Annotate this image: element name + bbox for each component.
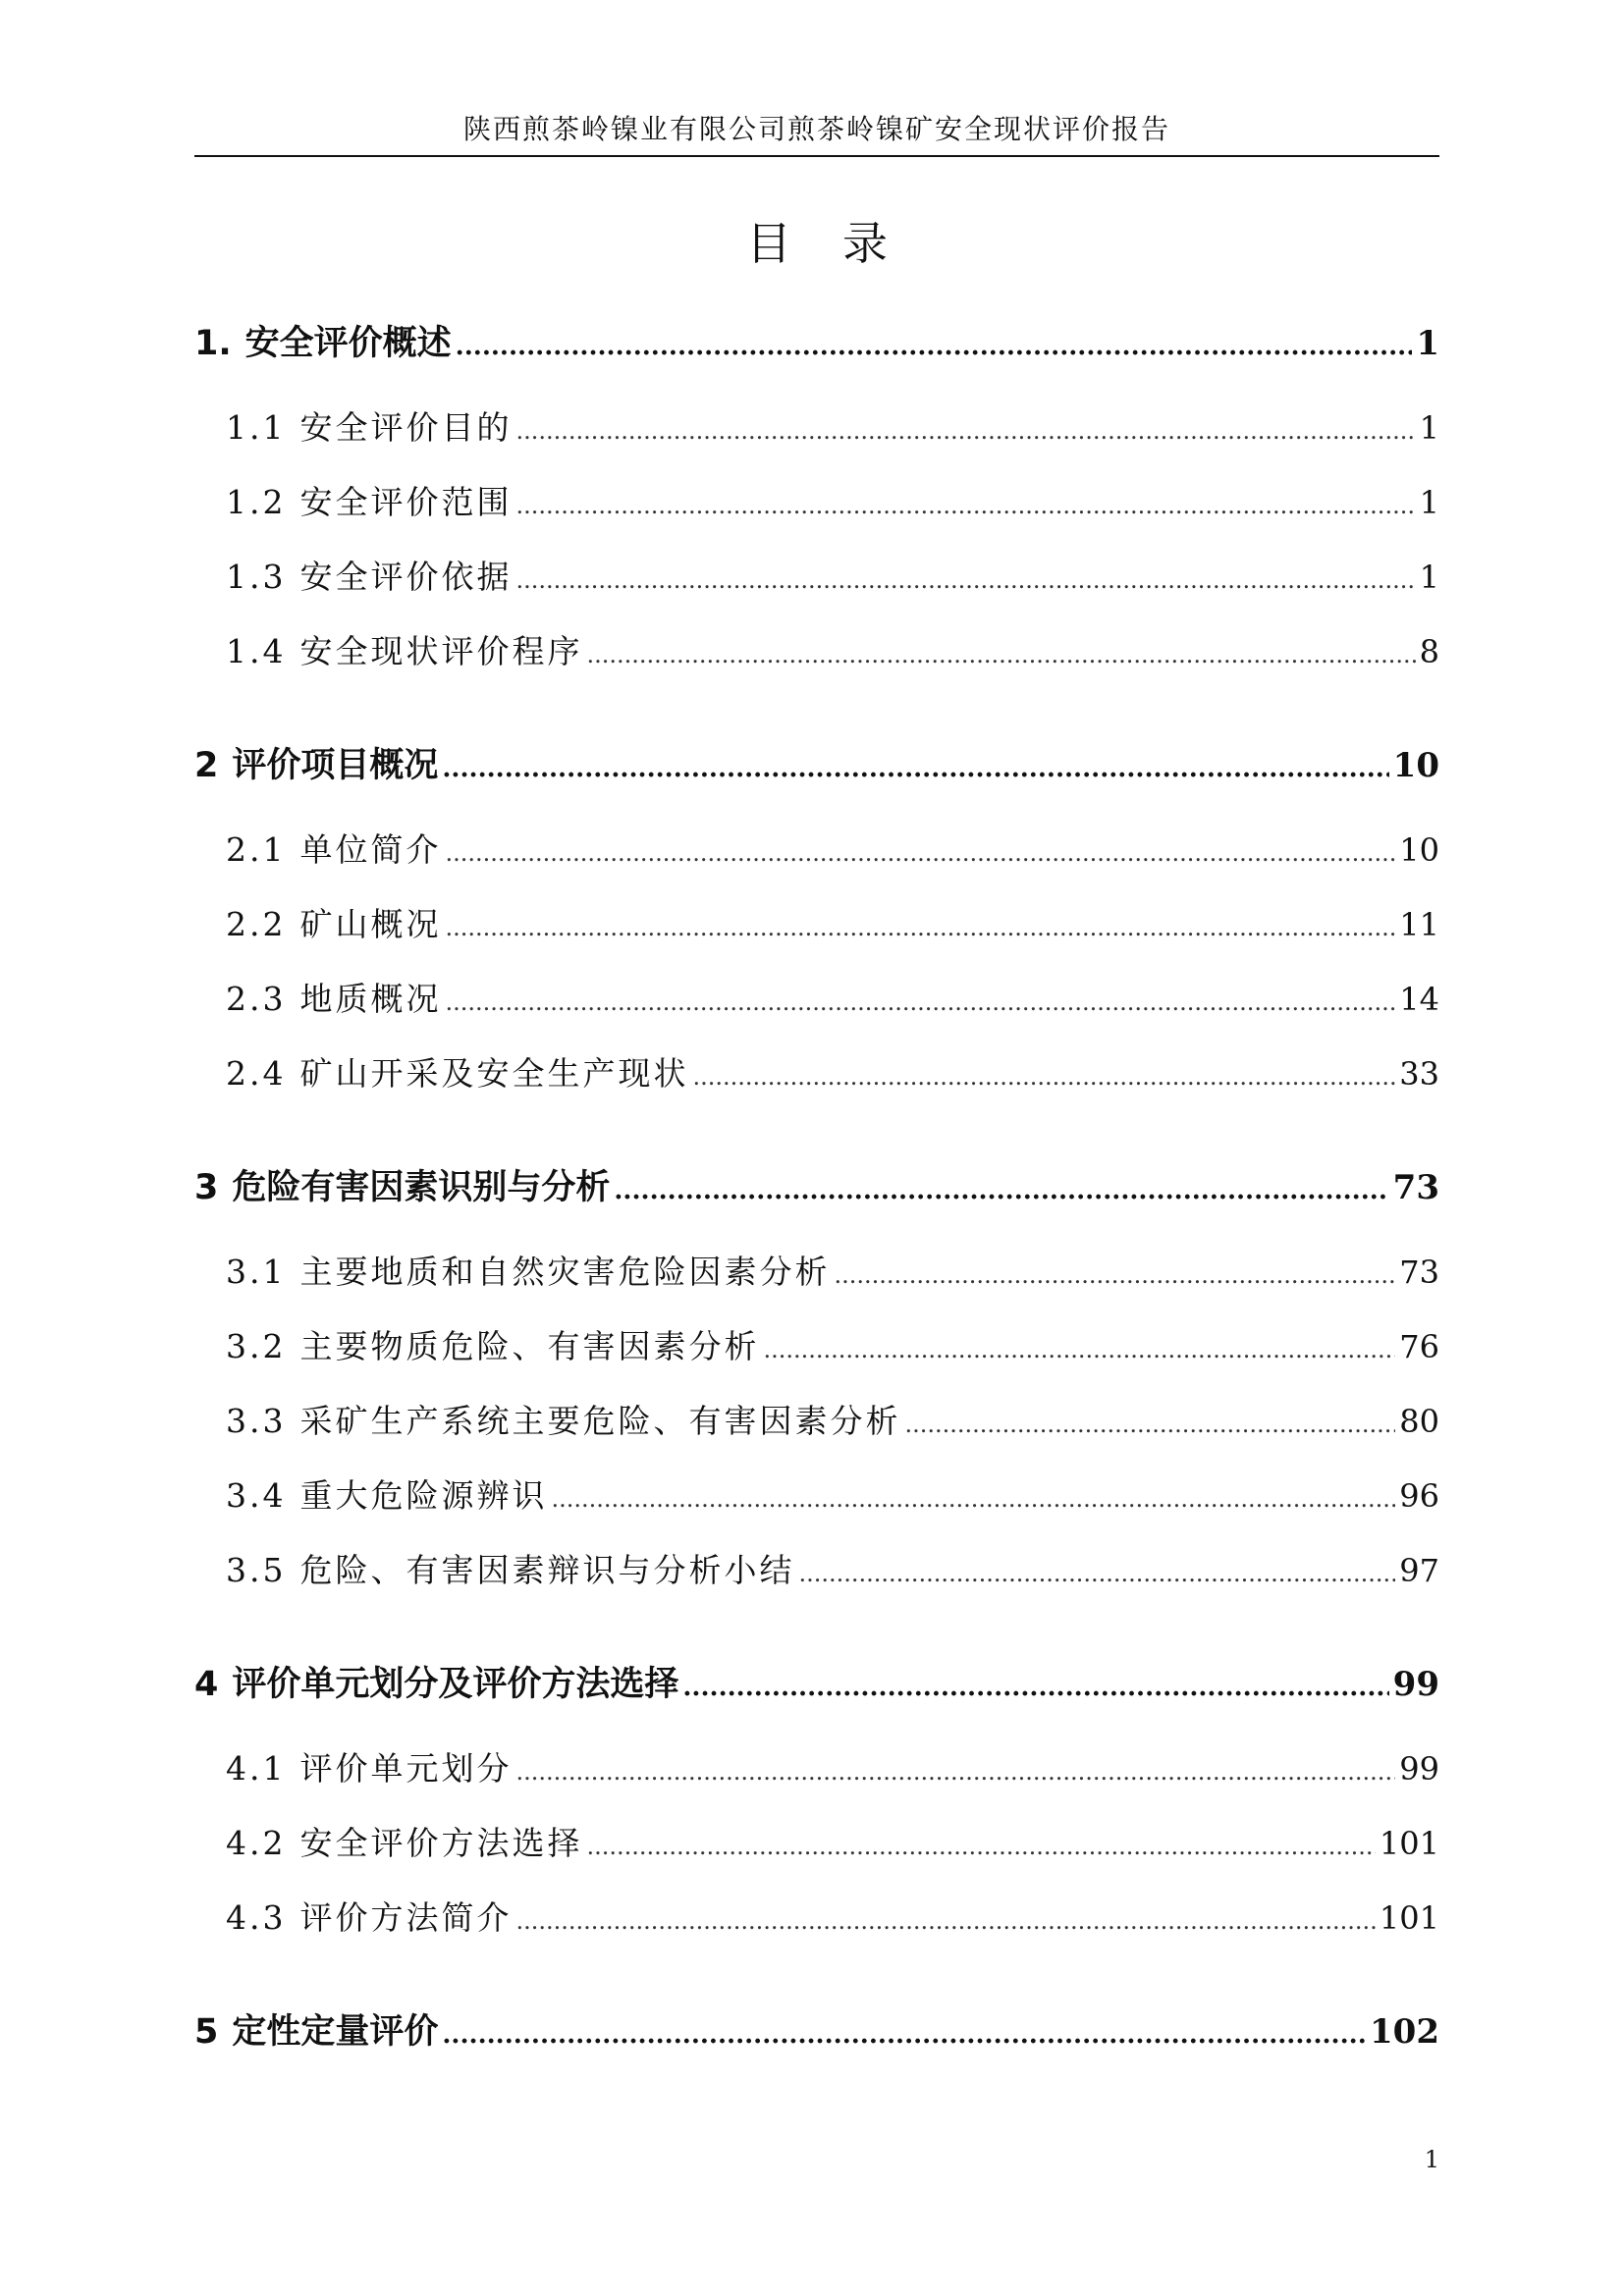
toc-entry-label: 单位简介 — [299, 830, 442, 869]
toc-section-entry[interactable] — [194, 1893, 1439, 1944]
toc-section-entry[interactable] — [194, 1743, 1439, 1794]
toc-entry-label: 危险、有害因素辩识与分析小结 — [299, 1551, 795, 1589]
toc-chapter-entry[interactable] — [194, 738, 1439, 789]
toc-entry-number: 4.2 — [226, 1824, 287, 1862]
toc-entry-label: 评价方法简介 — [299, 1898, 513, 1937]
toc-dot-leader — [515, 1758, 1395, 1786]
toc-dot-leader — [456, 332, 1413, 361]
toc-dot-leader — [682, 1673, 1388, 1702]
toc-entry-page: 11 — [1399, 906, 1439, 943]
toc-entry-page: 8 — [1419, 633, 1439, 670]
toc-section-entry[interactable] — [194, 974, 1439, 1025]
page-number: 1 — [1424, 2146, 1439, 2173]
toc-entry-label: 主要物质危险、有害因素分析 — [299, 1327, 760, 1365]
toc-entry-number: 1.3 — [226, 558, 287, 596]
toc-entry-label: 安全评价概述 — [244, 324, 452, 363]
toc-entry-page: 1 — [1419, 484, 1439, 521]
toc-entry-number: 5 — [194, 2012, 219, 2052]
toc-dot-leader — [798, 1560, 1395, 1587]
toc-entry-page: 1 — [1419, 409, 1439, 447]
toc-section-entry[interactable] — [194, 1048, 1439, 1099]
toc-entry-number: 2.1 — [226, 830, 287, 869]
toc-entry-page: 14 — [1399, 981, 1439, 1018]
toc-entry-page: 96 — [1399, 1477, 1439, 1515]
toc-entry-number: 1.2 — [226, 483, 287, 521]
toc-entry-page: 102 — [1370, 2012, 1439, 2052]
toc-dot-leader — [445, 988, 1395, 1016]
toc-entry-page: 33 — [1399, 1055, 1439, 1093]
toc-dot-leader — [586, 1833, 1375, 1860]
toc-chapter-entry[interactable] — [194, 2004, 1439, 2056]
toc-entry-page: 97 — [1399, 1552, 1439, 1589]
toc-entry-number: 3 — [194, 1168, 219, 1207]
toc-entry-page: 73 — [1399, 1254, 1439, 1291]
toc-section-entry[interactable] — [194, 402, 1439, 454]
toc-entry-number: 4.1 — [226, 1749, 287, 1788]
toc-entry-page: 99 — [1392, 1665, 1439, 1704]
toc-dot-leader — [614, 1176, 1388, 1205]
toc-dot-leader — [904, 1411, 1395, 1438]
toc-entry-page: 10 — [1392, 746, 1439, 785]
toc-chapter-entry[interactable] — [194, 1160, 1439, 1211]
toc-entry-label: 安全评价依据 — [299, 558, 513, 596]
toc-section-entry[interactable] — [194, 1470, 1439, 1522]
toc-dot-leader — [515, 417, 1415, 445]
toc-dot-leader — [515, 492, 1415, 519]
toc-dot-leader — [692, 1063, 1395, 1091]
toc-section-entry[interactable] — [194, 1396, 1439, 1447]
toc-entry-number: 3.1 — [226, 1253, 287, 1291]
toc-entry-page: 10 — [1399, 831, 1439, 869]
toc-dot-leader — [763, 1336, 1395, 1363]
toc-entry-number: 1.4 — [226, 632, 287, 670]
toc-entry-page: 76 — [1399, 1328, 1439, 1365]
toc-entry-number: 2.2 — [226, 905, 287, 943]
toc-entry-label: 定性定量评价 — [232, 2012, 439, 2052]
toc-entry-page: 101 — [1379, 1825, 1439, 1862]
toc-entry-label: 重大危险源辨识 — [299, 1476, 548, 1515]
toc-entry-page: 80 — [1399, 1403, 1439, 1440]
toc-entry-label: 评价单元划分及评价方法选择 — [232, 1665, 679, 1704]
toc-chapter-entry[interactable] — [194, 316, 1439, 367]
toc-entry-label: 安全评价方法选择 — [299, 1824, 583, 1862]
toc-entry-number: 2.4 — [226, 1054, 287, 1093]
toc-entry-number: 4 — [194, 1665, 219, 1704]
toc-entry-label: 安全评价目的 — [299, 408, 513, 447]
toc-section-entry[interactable] — [194, 899, 1439, 950]
toc-entry-label: 安全评价范围 — [299, 483, 513, 521]
toc-entry-label: 评价单元划分 — [299, 1749, 513, 1788]
toc-entry-label: 地质概况 — [299, 980, 442, 1018]
toc-entry-label: 主要地质和自然灾害危险因素分析 — [299, 1253, 831, 1291]
toc-entry-number: 2 — [194, 746, 219, 785]
toc-entry-number: 2.3 — [226, 980, 287, 1018]
toc-entry-number: 1.1 — [226, 408, 287, 447]
toc-entry-number: 3.5 — [226, 1551, 287, 1589]
toc-dot-leader — [515, 1907, 1375, 1935]
toc-title: 目录 — [746, 217, 939, 270]
toc-dot-leader — [442, 2020, 1366, 2050]
toc-dot-leader — [442, 754, 1388, 783]
toc-entry-number: 3.4 — [226, 1476, 287, 1515]
toc-entry-number: 4.3 — [226, 1898, 287, 1937]
toc-entry-label: 采矿生产系统主要危险、有害因素分析 — [299, 1402, 901, 1440]
toc-section-entry[interactable] — [194, 1818, 1439, 1869]
toc-entry-number: 3.3 — [226, 1402, 287, 1440]
toc-entry-number: 1. — [194, 324, 232, 363]
toc-entry-page: 73 — [1392, 1168, 1439, 1207]
toc-section-entry[interactable] — [194, 552, 1439, 603]
toc-section-entry[interactable] — [194, 825, 1439, 876]
toc-entry-page: 1 — [1419, 559, 1439, 596]
toc-entry-label: 评价项目概况 — [232, 746, 439, 785]
toc-dot-leader — [586, 641, 1415, 668]
toc-entry-page: 101 — [1379, 1899, 1439, 1937]
toc-section-entry[interactable] — [194, 477, 1439, 528]
toc-chapter-entry[interactable] — [194, 1657, 1439, 1708]
toc-entry-label: 矿山概况 — [299, 905, 442, 943]
running-header: 陕西煎茶岭镍业有限公司煎茶岭镍矿安全现状评价报告 — [462, 113, 1170, 145]
toc-list — [194, 0, 1439, 2296]
toc-section-entry[interactable] — [194, 1247, 1439, 1298]
toc-dot-leader — [551, 1485, 1395, 1513]
toc-dot-leader — [834, 1261, 1395, 1289]
toc-section-entry[interactable] — [194, 1545, 1439, 1596]
toc-dot-leader — [445, 839, 1395, 867]
toc-entry-label: 安全现状评价程序 — [299, 632, 583, 670]
toc-entry-label: 矿山开采及安全生产现状 — [299, 1054, 689, 1093]
toc-dot-leader — [445, 914, 1395, 941]
toc-entry-page: 1 — [1416, 324, 1439, 363]
toc-dot-leader — [515, 566, 1415, 594]
toc-section-entry[interactable] — [194, 626, 1439, 677]
toc-entry-label: 危险有害因素识别与分析 — [232, 1168, 611, 1207]
toc-section-entry[interactable] — [194, 1321, 1439, 1372]
toc-entry-page: 99 — [1399, 1750, 1439, 1788]
toc-entry-number: 3.2 — [226, 1327, 287, 1365]
